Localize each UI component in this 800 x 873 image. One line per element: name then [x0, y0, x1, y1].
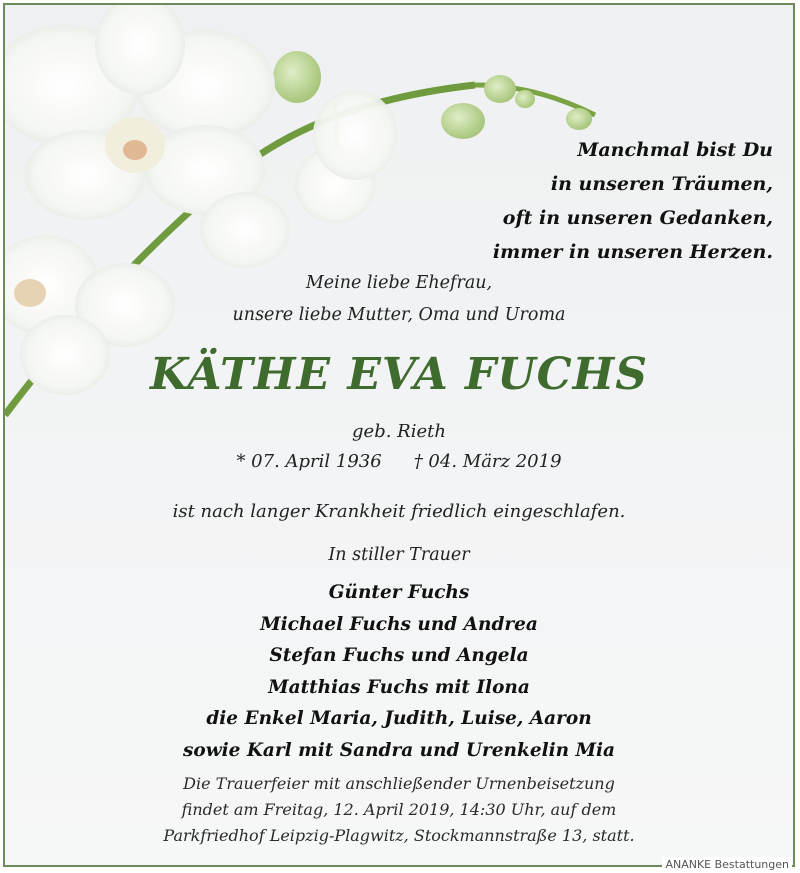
family-member: Michael Fuchs und Andrea — [260, 613, 538, 635]
funeral-info — [5, 771, 793, 849]
deceased-name: KÄTHE EVA FUCHS — [149, 349, 649, 400]
intro-line-1: Meine liebe Ehefrau, — [305, 273, 493, 293]
family-list — [5, 577, 793, 766]
intro-text — [5, 267, 793, 331]
intro-line-2: unsere liebe Mutter, Oma und Uroma — [232, 305, 566, 325]
family-member: sowie Karl mit Sandra und Urenkelin Mia — [182, 739, 616, 761]
poem-line: immer in unseren Herzen. — [492, 241, 773, 263]
life-dates — [5, 451, 793, 472]
family-member: Stefan Fuchs und Angela — [269, 645, 529, 666]
family-member: Matthias Fuchs mit Ilona — [268, 676, 530, 698]
death-message: ist nach langer Krankheit friedlich eingeschlafen. — [172, 501, 626, 522]
maiden-name: geb. Rieth — [352, 421, 446, 442]
birth-date: * 07. April 1936 — [236, 451, 382, 472]
funeral-line: Die Trauerfeier mit anschließender Urnenbeisetzung — [183, 774, 615, 793]
poem-line: Manchmal bist Du — [577, 139, 773, 161]
mourning-label: In stiller Trauer — [328, 545, 470, 565]
poem — [493, 133, 773, 269]
death-date: † 04. März 2019 — [413, 451, 562, 472]
funeral-line: findet am Freitag, 12. April 2019, 14:30 Uhr, auf dem — [181, 800, 617, 819]
funeral-line: Parkfriedhof Leipzig-Plagwitz, Stockmannstraße 13, statt. — [163, 826, 635, 845]
funeral-home-credit: ANANKE Bestattungen — [662, 857, 792, 873]
poem-line: in unseren Träumen, — [550, 173, 773, 195]
poem-line: oft in unseren Gedanken, — [502, 207, 773, 229]
family-member: Günter Fuchs — [328, 582, 470, 603]
obituary-frame — [3, 3, 795, 867]
family-member: die Enkel Maria, Judith, Luise, Aaron — [206, 708, 592, 729]
